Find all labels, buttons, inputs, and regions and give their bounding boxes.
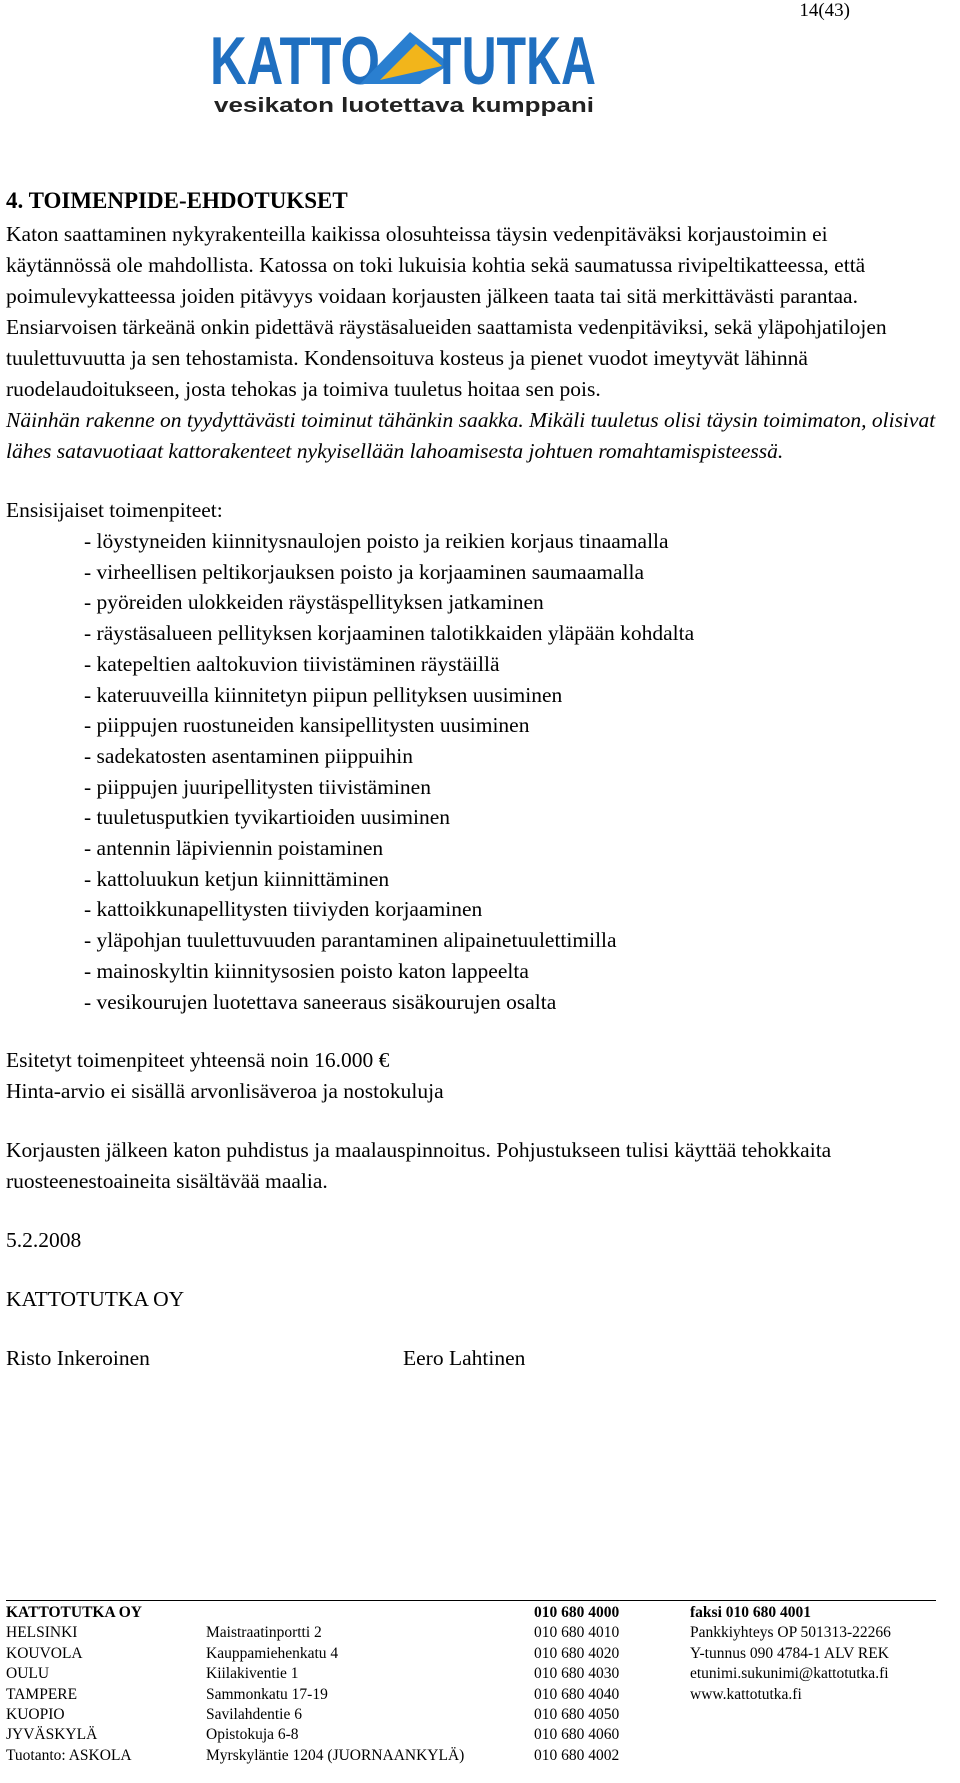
office-address: Opistokuja 6-8 xyxy=(206,1726,299,1744)
footer-divider xyxy=(6,1600,936,1601)
signatures xyxy=(6,1343,936,1374)
footer-company: KATTOTUTKA OY xyxy=(6,1604,142,1621)
italic-note: Näinhän rakenne on tyydyttävästi toiminut tähänkin saakka. Mikäli tuuletus olisi täysin toimimaton, olisivat lähes satavuotiaat kattorakenteet nykyisellään lahoamisesta johtuen romahtamispisteessä. xyxy=(6,408,936,463)
table-row xyxy=(6,1746,936,1766)
list-item: - kattoikkunapellitysten tiiviyden korjaaminen xyxy=(84,897,483,922)
office-phone: 010 680 4030 xyxy=(534,1665,620,1683)
table-row xyxy=(6,1644,936,1664)
list-item: - piippujen ruostuneiden kansipellitysten uusiminen xyxy=(84,713,530,738)
footer-phone: 010 680 4000 xyxy=(534,1604,620,1621)
office-phone: 010 680 4040 xyxy=(534,1685,620,1703)
office-city: OULU xyxy=(6,1665,50,1683)
section-heading: 4. TOIMENPIDE-EHDOTUKSET xyxy=(6,188,348,213)
list-item: - yläpohjan tuulettuvuuden parantaminen alipainetuulettimilla xyxy=(84,928,617,953)
footer-header-row xyxy=(6,1603,936,1623)
office-city: KUOPIO xyxy=(6,1706,65,1724)
priority-paragraph: Ensiarvoisen tärkeänä onkin pidettävä räystäsalueiden saattamista vedenpitäviksi, sekä yläpohjatilojen tuulettuvuutta ja sen tehostamista. Kondensoituva kosteus ja pienet vuodot imeytyvät lähinnä ruodelaudoitukseen, josta tehokas ja toimiva tuuletus hoitaa sen pois. xyxy=(6,315,887,401)
footer-blank xyxy=(206,1603,534,1623)
list-item: - vesikourujen luotettava saneeraus sisäkourujen osalta xyxy=(84,989,557,1014)
signer-1: Risto Inkeroinen xyxy=(6,1346,150,1371)
list-item: - antennin läpiviennin poistaminen xyxy=(84,836,384,861)
office-city: TAMPERE xyxy=(6,1685,78,1703)
table-row xyxy=(6,1685,936,1705)
list-item: - löystyneiden kiinnitysnaulojen poisto ja reikien korjaus tinaamalla xyxy=(84,529,669,553)
logo-brand-right: TUTKA xyxy=(432,23,596,99)
office-phone: 010 680 4020 xyxy=(534,1644,620,1662)
cost-line: Esitetyt toimenpiteet yhteensä noin 16.000 € xyxy=(6,1048,390,1073)
list-item: - kattoluukun ketjun kiinnittäminen xyxy=(84,866,390,891)
office-info xyxy=(690,1725,936,1745)
measures-list xyxy=(6,526,936,1017)
list-item: - virheellisen peltikorjauksen poisto ja korjaaminen saumaamalla xyxy=(84,559,645,584)
page-number: 14(43) xyxy=(799,0,850,21)
list-item: - kateruuveilla kiinnitetyn piipun pellityksen uusiminen xyxy=(84,682,563,707)
office-info: www.kattotutka.fi xyxy=(690,1685,802,1703)
office-address: Kauppamiehenkatu 4 xyxy=(206,1644,339,1662)
office-phone: 010 680 4050 xyxy=(534,1706,620,1724)
office-info: etunimi.sukunimi@kattotutka.fi xyxy=(690,1665,889,1683)
footer-fax: faksi 010 680 4001 xyxy=(690,1604,811,1621)
office-address: Sammonkatu 17-19 xyxy=(206,1685,328,1703)
letterhead-footer xyxy=(6,1600,936,1766)
office-info xyxy=(690,1705,936,1725)
vat-note: Hinta-arvio ei sisällä arvonlisäveroa ja nostokuluja xyxy=(6,1079,444,1104)
office-phone: 010 680 4060 xyxy=(534,1726,620,1744)
list-item: - mainoskyltin kiinnitysosien poisto katon lappeelta xyxy=(84,958,529,983)
office-address: Maistraatinportti 2 xyxy=(206,1624,322,1642)
list-item: - piippujen juuripellitysten tiivistäminen xyxy=(84,774,431,799)
office-address: Myrskyläntie 1204 (JUORNAANKYLÄ) xyxy=(206,1746,465,1764)
measures-title: Ensisijaiset toimenpiteet: xyxy=(6,498,223,522)
office-city: Tuotanto: ASKOLA xyxy=(6,1746,132,1764)
list-item: - tuuletusputkien tyvikartioiden uusiminen xyxy=(84,805,451,830)
logo-tagline: vesikaton luotettava kumppani xyxy=(214,95,594,117)
list-item: - pyöreiden ulokkeiden räystäspellityksen jatkaminen xyxy=(84,590,544,615)
kattotutka-logo xyxy=(210,14,596,124)
date: 5.2.2008 xyxy=(6,1228,82,1253)
office-city: KOUVOLA xyxy=(6,1644,83,1662)
list-item: - sadekatosten asentaminen piippuihin xyxy=(84,743,413,768)
table-row xyxy=(6,1623,936,1643)
table-row xyxy=(6,1664,936,1684)
list-item: - katepeltien aaltokuvion tiivistäminen räystäillä xyxy=(84,651,500,676)
office-info: Y-tunnus 090 4784-1 ALV REK xyxy=(690,1644,889,1662)
document-body xyxy=(6,185,936,1374)
after-repair-paragraph: Korjausten jälkeen katon puhdistus ja maalauspinnoitus. Pohjustukseen tulisi käyttää tehokkaita ruosteenestoaineita sisältävää maalia. xyxy=(6,1138,832,1194)
office-info: Pankkiyhteys OP 501313-22266 xyxy=(690,1624,891,1642)
logo-brand-left: KATTO xyxy=(210,23,380,99)
list-item: - räystäsalueen pellityksen korjaaminen talotikkaiden yläpään kohdalta xyxy=(84,621,695,646)
office-city: JYVÄSKYLÄ xyxy=(6,1726,98,1744)
office-city: HELSINKI xyxy=(6,1624,78,1642)
company-name: KATTOTUTKA OY xyxy=(6,1287,185,1312)
office-address: Savilahdentie 6 xyxy=(206,1706,302,1724)
table-row xyxy=(6,1725,936,1745)
office-phone: 010 680 4002 xyxy=(534,1746,620,1764)
office-info xyxy=(690,1746,936,1766)
table-row xyxy=(6,1705,936,1725)
signer-2: Eero Lahtinen xyxy=(403,1346,526,1371)
intro-paragraph: Katon saattaminen nykyrakenteilla kaikissa olosuhteissa täysin vedenpitäväksi korjaustoimin ei käytännössä ole mahdollista. Katossa on toki lukuisia kohtia sekä saumatussa rivipeltikatteessa, että poimulevykatteessa joiden pitävyys voidaan korjausten jälkeen taata tai sitä merkittävästi parantaa. xyxy=(6,222,866,308)
office-address: Kiilakiventie 1 xyxy=(206,1665,299,1683)
office-phone: 010 680 4010 xyxy=(534,1624,620,1642)
